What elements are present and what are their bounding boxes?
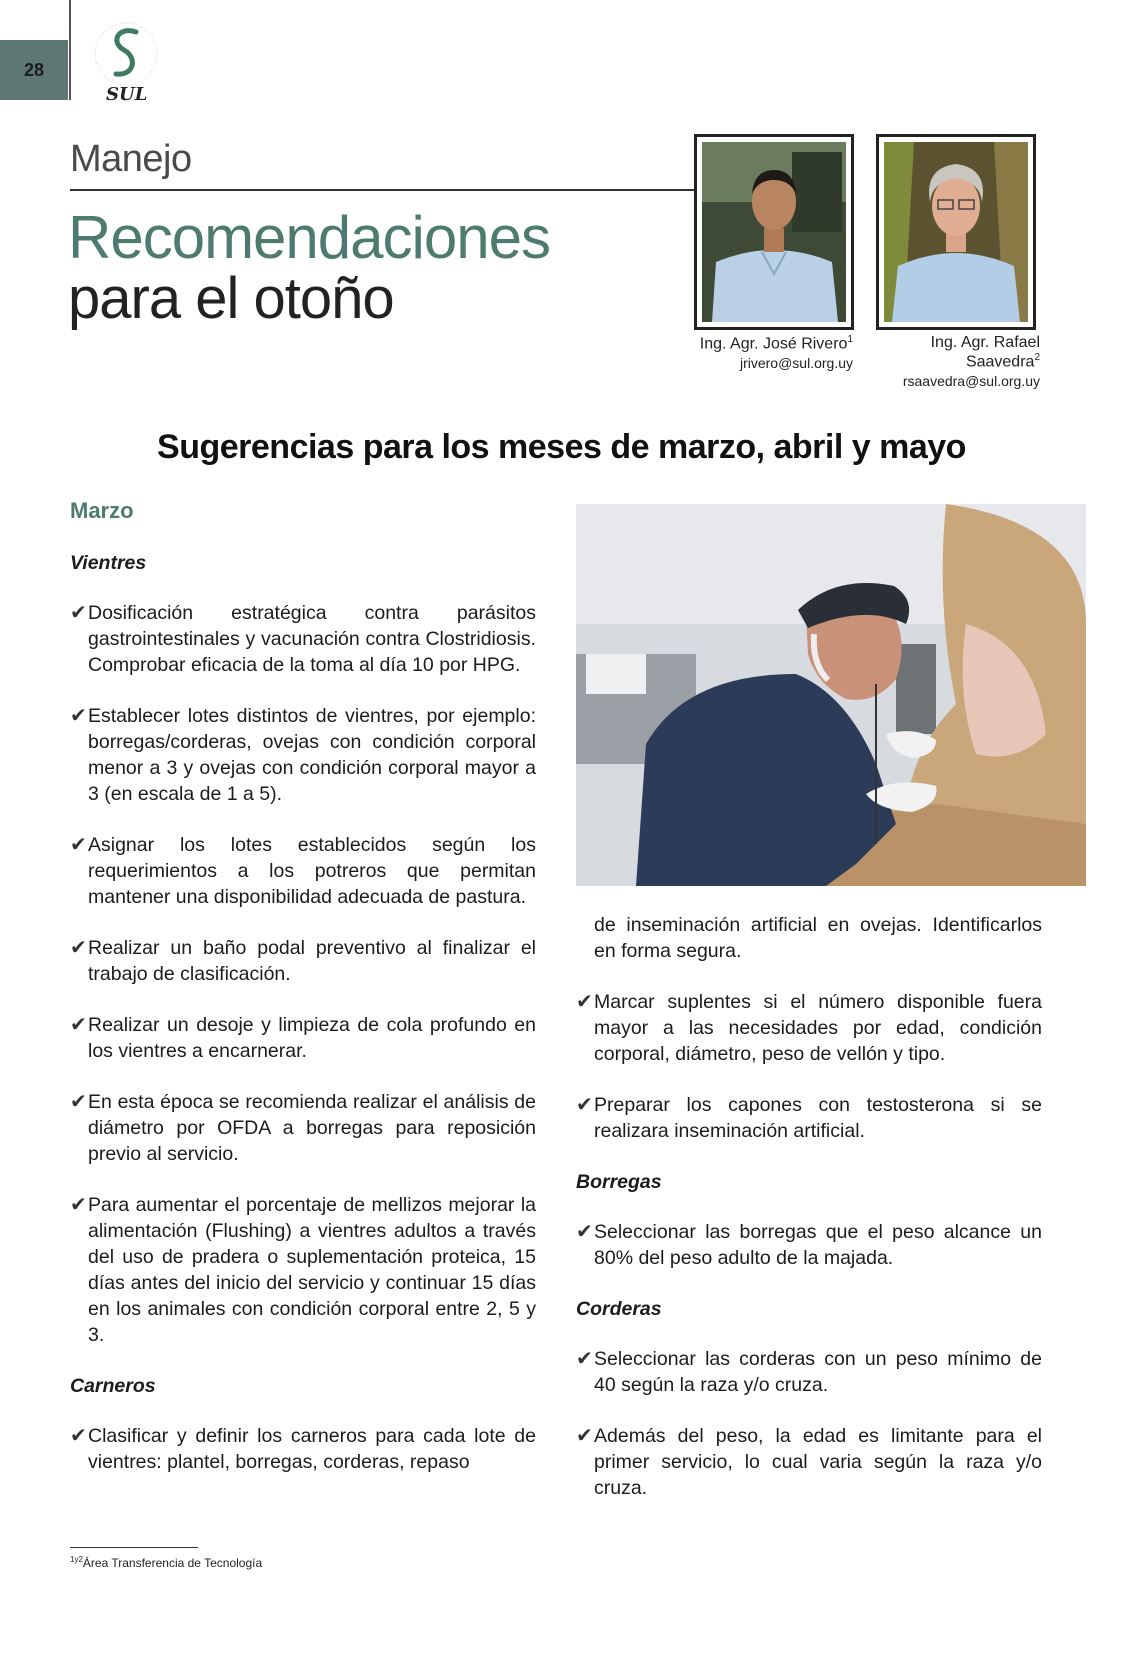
check-icon: ✔ bbox=[70, 937, 87, 959]
heading-borregas: Borregas bbox=[576, 1171, 662, 1193]
author-saavedra-name: Ing. Agr. Rafael Saavedra bbox=[930, 334, 1040, 371]
footnote-text: Área Transferencia de Tecnología bbox=[82, 1556, 263, 1570]
author-saavedra bbox=[856, 334, 1040, 389]
footnote bbox=[70, 1555, 262, 1570]
author-rivero-email[interactable]: jrivero@sul.org.uy bbox=[739, 355, 853, 372]
check-icon: ✔ bbox=[70, 1014, 87, 1036]
left-column bbox=[70, 550, 536, 1500]
author-saavedra-email[interactable]: rsaavedra@sul.org.uy bbox=[902, 373, 1040, 390]
list-item: ✔ Realizar un desoje y limpieza de cola profundo en los vientres a encarnerar. bbox=[70, 1014, 536, 1062]
author-rivero-sup: 1 bbox=[847, 334, 853, 345]
svg-text:SUL: SUL bbox=[106, 84, 148, 105]
list-item: ✔ Dosificación estratégica contra parásitos gastrointestinales y vacunación contra Clostridiosis. Comprobar eficacia de la toma al día 10 por HPG. bbox=[70, 602, 536, 676]
list-item-continued: de inseminación artificial en ovejas. Identificarlos en forma segura. bbox=[594, 914, 1042, 962]
list-item: ✔ Seleccionar las borregas que el peso alcance un 80% del peso adulto de la majada. bbox=[576, 1221, 1042, 1269]
list-item: ✔ En esta época se recomienda realizar el análisis de diámetro por OFDA a borregas para reposición previo al servicio. bbox=[70, 1091, 536, 1165]
section-label: Manejo bbox=[70, 138, 192, 180]
check-icon: ✔ bbox=[576, 1094, 593, 1116]
author-photo-rivero bbox=[694, 134, 854, 330]
check-icon: ✔ bbox=[70, 705, 87, 727]
list-item: ✔ Clasificar y definir los carneros para cada lote de vientres: plantel, borregas, corderas, repaso bbox=[70, 1425, 536, 1473]
check-icon: ✔ bbox=[70, 834, 87, 856]
month-heading: Marzo bbox=[70, 498, 134, 523]
page-number: 28 bbox=[0, 40, 68, 100]
check-icon: ✔ bbox=[70, 1091, 87, 1113]
heading-carneros: Carneros bbox=[70, 1375, 156, 1397]
author-rivero bbox=[690, 334, 853, 371]
author-saavedra-sup: 2 bbox=[1034, 352, 1040, 363]
title-line-1: Recomendaciones bbox=[68, 204, 550, 271]
header-divider bbox=[69, 0, 71, 100]
check-icon: ✔ bbox=[576, 1425, 593, 1447]
sul-logo bbox=[88, 14, 164, 106]
list-item: ✔ Marcar suplentes si el número disponible fuera mayor a las necesidades por edad, condición corporal, diámetro, peso de vellón y tipo. bbox=[576, 991, 1042, 1065]
author-rivero-name: Ing. Agr. José Rivero bbox=[699, 335, 848, 353]
article-subtitle: Sugerencias para los meses de marzo, abril y mayo bbox=[157, 428, 966, 466]
check-icon: ✔ bbox=[576, 1348, 593, 1370]
section-rule bbox=[70, 189, 700, 191]
check-icon: ✔ bbox=[70, 1194, 87, 1216]
author-photo-saavedra bbox=[876, 134, 1036, 330]
list-item: ✔ Asignar los lotes establecidos según los requerimientos a los potreros que permitan mantener una disponibilidad adecuada de pastura. bbox=[70, 834, 536, 908]
list-item: ✔ Además del peso, la edad es limitante para el primer servicio, lo cual varia según la raza y/o cruza. bbox=[576, 1425, 1042, 1499]
inseminacion-photo bbox=[576, 504, 1086, 886]
list-item: ✔ Realizar un baño podal preventivo al finalizar el trabajo de clasificación. bbox=[70, 937, 536, 985]
list-item: ✔ Para aumentar el porcentaje de mellizos mejorar la alimentación (Flushing) a vientres adultos a través del uso de pradera o suplementación proteica, 15 días antes del inicio del servicio y continuar 15 días en los animales con condición corporal entre 2, 5 y 3. bbox=[70, 1194, 536, 1346]
check-icon: ✔ bbox=[70, 1425, 87, 1447]
list-item: ✔ Establecer lotes distintos de vientres, por ejemplo: borregas/corderas, ovejas con condición corporal menor a 3 y ovejas con condición corporal mayor a 3 (en escala de 1 a 5). bbox=[70, 705, 536, 805]
title-line-2: para el otoño bbox=[68, 266, 394, 331]
footnote-sup: 1y2 bbox=[70, 1555, 83, 1564]
footnote-rule bbox=[70, 1547, 198, 1548]
heading-corderas: Corderas bbox=[576, 1298, 662, 1320]
check-icon: ✔ bbox=[70, 602, 87, 624]
check-icon: ✔ bbox=[576, 991, 593, 1013]
check-icon: ✔ bbox=[576, 1221, 593, 1243]
heading-vientres: Vientres bbox=[70, 552, 147, 574]
list-item: ✔ Preparar los capones con testosterona si se realizara inseminación artificial. bbox=[576, 1094, 1042, 1142]
list-item: ✔ Seleccionar las corderas con un peso mínimo de 40 según la raza y/o cruza. bbox=[576, 1348, 1042, 1396]
right-column bbox=[576, 912, 1042, 1526]
